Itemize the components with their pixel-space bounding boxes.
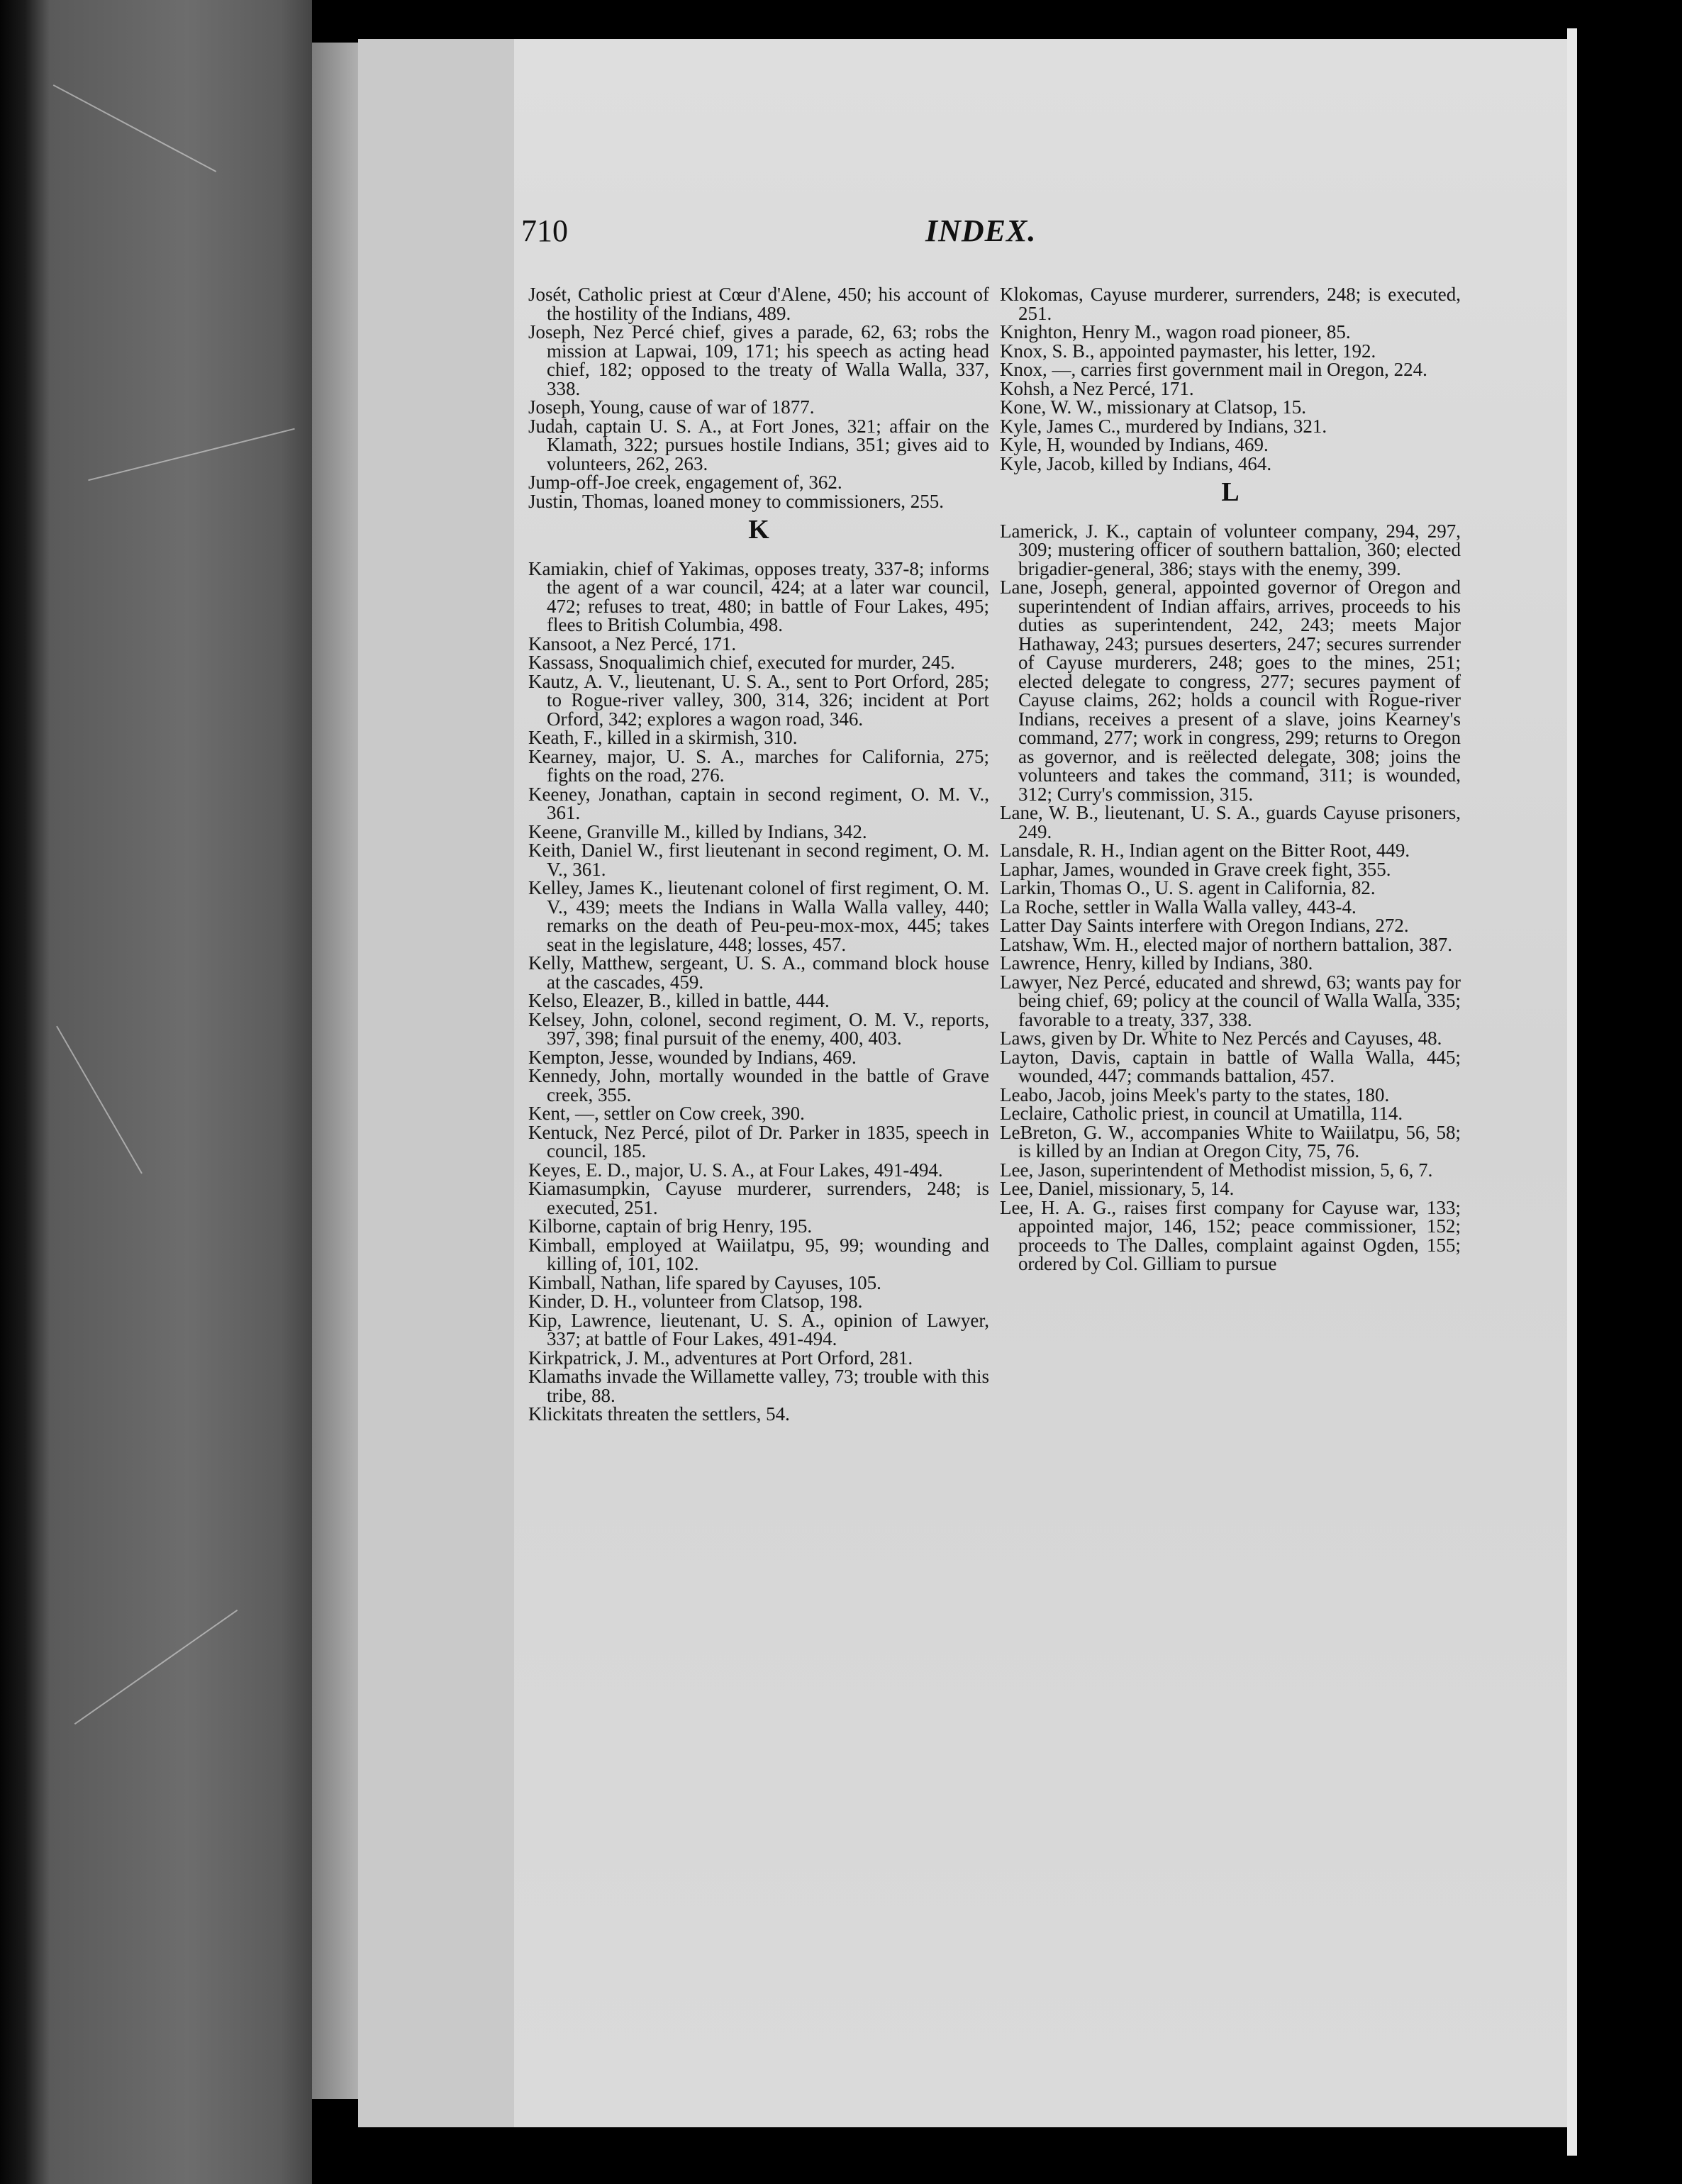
- scan-border-right: [1577, 0, 1682, 2184]
- index-entry: Kelso, Eleazer, B., killed in battle, 444.: [528, 990, 830, 1011]
- index-entry: Kiamasumpkin, Cayuse murderer, surrenders, 248; is executed, 251.: [528, 1178, 989, 1218]
- index-entry: Keyes, E. D., major, U. S. A., at Four Lakes, 491-494.: [528, 1159, 943, 1181]
- index-entry: Kyle, James C., murdered by Indians, 321.: [1000, 415, 1327, 437]
- index-entry: Judah, captain U. S. A., at Fort Jones, 321; affair on the Klamath, 322; pursues hostile Indians, 351; gives aid to volunteers, 262, 263.: [528, 415, 989, 474]
- index-entry: Josét, Catholic priest at Cœur d'Alene, 450; his account of the hostility of the Indians, 489.: [528, 284, 989, 324]
- book-spine: [0, 0, 312, 2184]
- index-entry: Joseph, Nez Percé chief, gives a parade, 62, 63; robs the mission at Lapwai, 109, 171; his speech as acting head chief, 182; opposed to the treaty of Walla Walla, 337, 338.: [528, 321, 989, 399]
- index-entry: Keath, F., killed in a skirmish, 310.: [528, 727, 798, 748]
- page-header: [521, 213, 1088, 255]
- index-entry: Latter Day Saints interfere with Oregon Indians, 272.: [1000, 915, 1409, 936]
- index-entry: Justin, Thomas, loaned money to commissioners, 255.: [528, 490, 944, 512]
- index-entry: LeBreton, G. W., accompanies White to Waiilatpu, 56, 58; is killed by an Indian at Oregon City, 75, 76.: [1000, 1121, 1461, 1161]
- index-entry: Lee, Daniel, missionary, 5, 14.: [1000, 1178, 1235, 1199]
- index-entry: Knox, —, carries first government mail in Oregon, 224.: [1000, 359, 1427, 380]
- page-number: 710: [521, 213, 568, 248]
- index-entry: Kip, Lawrence, lieutenant, U. S. A., opinion of Lawyer, 337; at battle of Four Lakes, 491-494.: [528, 1309, 989, 1349]
- index-entry: Kassass, Snoqualimich chief, executed for murder, 245.: [528, 652, 955, 673]
- index-entry: Kempton, Jesse, wounded by Indians, 469.: [528, 1046, 857, 1068]
- index-entry: Kennedy, John, mortally wounded in the battle of Grave creek, 355.: [528, 1065, 989, 1105]
- index-entry: La Roche, settler in Walla Walla valley, 443-4.: [1000, 896, 1357, 918]
- index-entry: Keith, Daniel W., first lieutenant in second regiment, O. M. V., 361.: [528, 840, 989, 880]
- index-entry: Kent, —, settler on Cow creek, 390.: [528, 1103, 805, 1124]
- index-entry: Kamiakin, chief of Yakimas, opposes treaty, 337-8; informs the agent of a war council, 424; at a later war council, 472; refuses to treat, 480; in battle of Four Lakes, 495; flees to British Columbia, 498.: [528, 557, 989, 635]
- index-entry: Kelley, James K., lieutenant colonel of first regiment, O. M. V., 439; meets the Indians in Walla Walla valley, 440; remarks on the death of Peu-peu-mox-mox, 445; takes seat in the legislature, 448; losses, 457.: [528, 877, 989, 955]
- index-entry: Kansoot, a Nez Percé, 171.: [528, 633, 737, 654]
- index-entry: Knox, S. B., appointed paymaster, his letter, 192.: [1000, 340, 1376, 362]
- index-entry: Kinder, D. H., volunteer from Clatsop, 198.: [528, 1291, 863, 1312]
- index-entry: Lee, Jason, superintendent of Methodist mission, 5, 6, 7.: [1000, 1159, 1433, 1181]
- index-entry: Kautz, A. V., lieutenant, U. S. A., sent to Port Orford, 285; to Rogue-river valley, 300, 314, 326; incident at Port Orford, 342; explores a wagon road, 346.: [528, 670, 989, 730]
- index-entry: Latshaw, Wm. H., elected major of northern battalion, 387.: [1000, 933, 1453, 955]
- index-entry: Lee, H. A. G., raises first company for Cayuse war, 133; appointed major, 146, 152; peace commissioner, 152; proceeds to The Dalles, complaint against Ogden, 155; ordered by Col. Gilliam to pursue: [1000, 1196, 1461, 1274]
- index-entry: Leclaire, Catholic priest, in council at Umatilla, 114.: [1000, 1103, 1403, 1124]
- index-entry: Klickitats threaten the settlers, 54.: [528, 1403, 790, 1425]
- index-entry: Lane, W. B., lieutenant, U. S. A., guards Cayuse prisoners, 249.: [1000, 802, 1461, 842]
- index-entry: Kilborne, captain of brig Henry, 195.: [528, 1215, 813, 1237]
- section-letter-k: K: [748, 515, 769, 545]
- index-entry: Lawrence, Henry, killed by Indians, 380.: [1000, 952, 1313, 974]
- left-column: [528, 285, 989, 1424]
- index-entry: Keeney, Jonathan, captain in second regiment, O. M. V., 361.: [528, 783, 989, 823]
- index-entry: Lawyer, Nez Percé, educated and shrewd, 63; wants pay for being chief, 69; policy at the council of Walla Walla, 335; favorable to a treaty, 337, 338.: [1000, 971, 1461, 1030]
- index-entry: Kirkpatrick, J. M., adventures at Port Orford, 281.: [528, 1347, 913, 1369]
- index-entry: Lane, Joseph, general, appointed governor of Oregon and superintendent of Indian affairs, arrives, proceeds to his duties as superintendent, 242, 243; meets Major Hathaway, 243; pursues deserters, 247; secures surrender of Cayuse murderers, 248; goes to the mines, 251; elected delegate to congress, 277; secures payment of Cayuse claims, 262; holds a council with Rogue-river Indians, receives a present of a slave, joins Kearney's command, 277; work in congress, 299; returns to Oregon as governor, and is reëlected delegate, 308; joins the volunteers and takes the command, 311; is wounded, 312; Curry's commission, 315.: [1000, 576, 1461, 805]
- index-entry: Kimball, employed at Waiilatpu, 95, 99; wounding and killing of, 101, 102.: [528, 1234, 989, 1274]
- index-entry: Kyle, H, wounded by Indians, 469.: [1000, 434, 1269, 455]
- index-entry: Joseph, Young, cause of war of 1877.: [528, 396, 815, 418]
- index-entry: Lamerick, J. K., captain of volunteer company, 294, 297, 309; mustering officer of southern battalion, 360; elected brigadier-general, 386; stays with the enemy, 399.: [1000, 520, 1461, 579]
- index-entry: Kelly, Matthew, sergeant, U. S. A., command block house at the cascades, 459.: [528, 952, 989, 993]
- index-entry: Klamaths invade the Willamette valley, 73; trouble with this tribe, 88.: [528, 1366, 989, 1406]
- index-entry: Kearney, major, U. S. A., marches for California, 275; fights on the road, 276.: [528, 745, 989, 786]
- index-entry: Kentuck, Nez Percé, pilot of Dr. Parker in 1835, speech in council, 185.: [528, 1121, 989, 1161]
- index-entry: Kyle, Jacob, killed by Indians, 464.: [1000, 452, 1272, 474]
- index-entry: Larkin, Thomas O., U. S. agent in California, 82.: [1000, 877, 1376, 898]
- index-entry: Laws, given by Dr. White to Nez Percés and Cayuses, 48.: [1000, 1027, 1442, 1049]
- index-entry: Laphar, James, wounded in Grave creek fight, 355.: [1000, 858, 1391, 880]
- next-page-edge: [1567, 28, 1577, 2156]
- running-title: INDEX.: [925, 213, 1037, 248]
- index-entry: Leabo, Jacob, joins Meek's party to the states, 180.: [1000, 1083, 1390, 1105]
- index-entry: Kelsey, John, colonel, second regiment, O. M. V., reports, 397, 398; final pursuit of the enemy, 400, 403.: [528, 1008, 989, 1049]
- index-entry: Kimball, Nathan, life spared by Cayuses, 105.: [528, 1271, 881, 1293]
- right-column: [1000, 285, 1461, 1274]
- index-entry: Kohsh, a Nez Percé, 171.: [1000, 377, 1194, 399]
- index-entry: Jump-off-Joe creek, engagement of, 362.: [528, 472, 842, 493]
- index-entry: Layton, Davis, captain in battle of Walla Walla, 445; wounded, 447; commands battalion, 457.: [1000, 1046, 1461, 1086]
- index-entry: Keene, Granville M., killed by Indians, 342.: [528, 820, 867, 842]
- page-edge: [312, 43, 362, 2099]
- index-entry: Kone, W. W., missionary at Clatsop, 15.: [1000, 396, 1306, 418]
- index-entry: Knighton, Henry M., wagon road pioneer, 85.: [1000, 321, 1351, 342]
- section-letter-l: L: [1221, 477, 1240, 507]
- index-entry: Lansdale, R. H., Indian agent on the Bitter Root, 449.: [1000, 840, 1410, 861]
- index-entry: Klokomas, Cayuse murderer, surrenders, 248; is executed, 251.: [1000, 284, 1461, 324]
